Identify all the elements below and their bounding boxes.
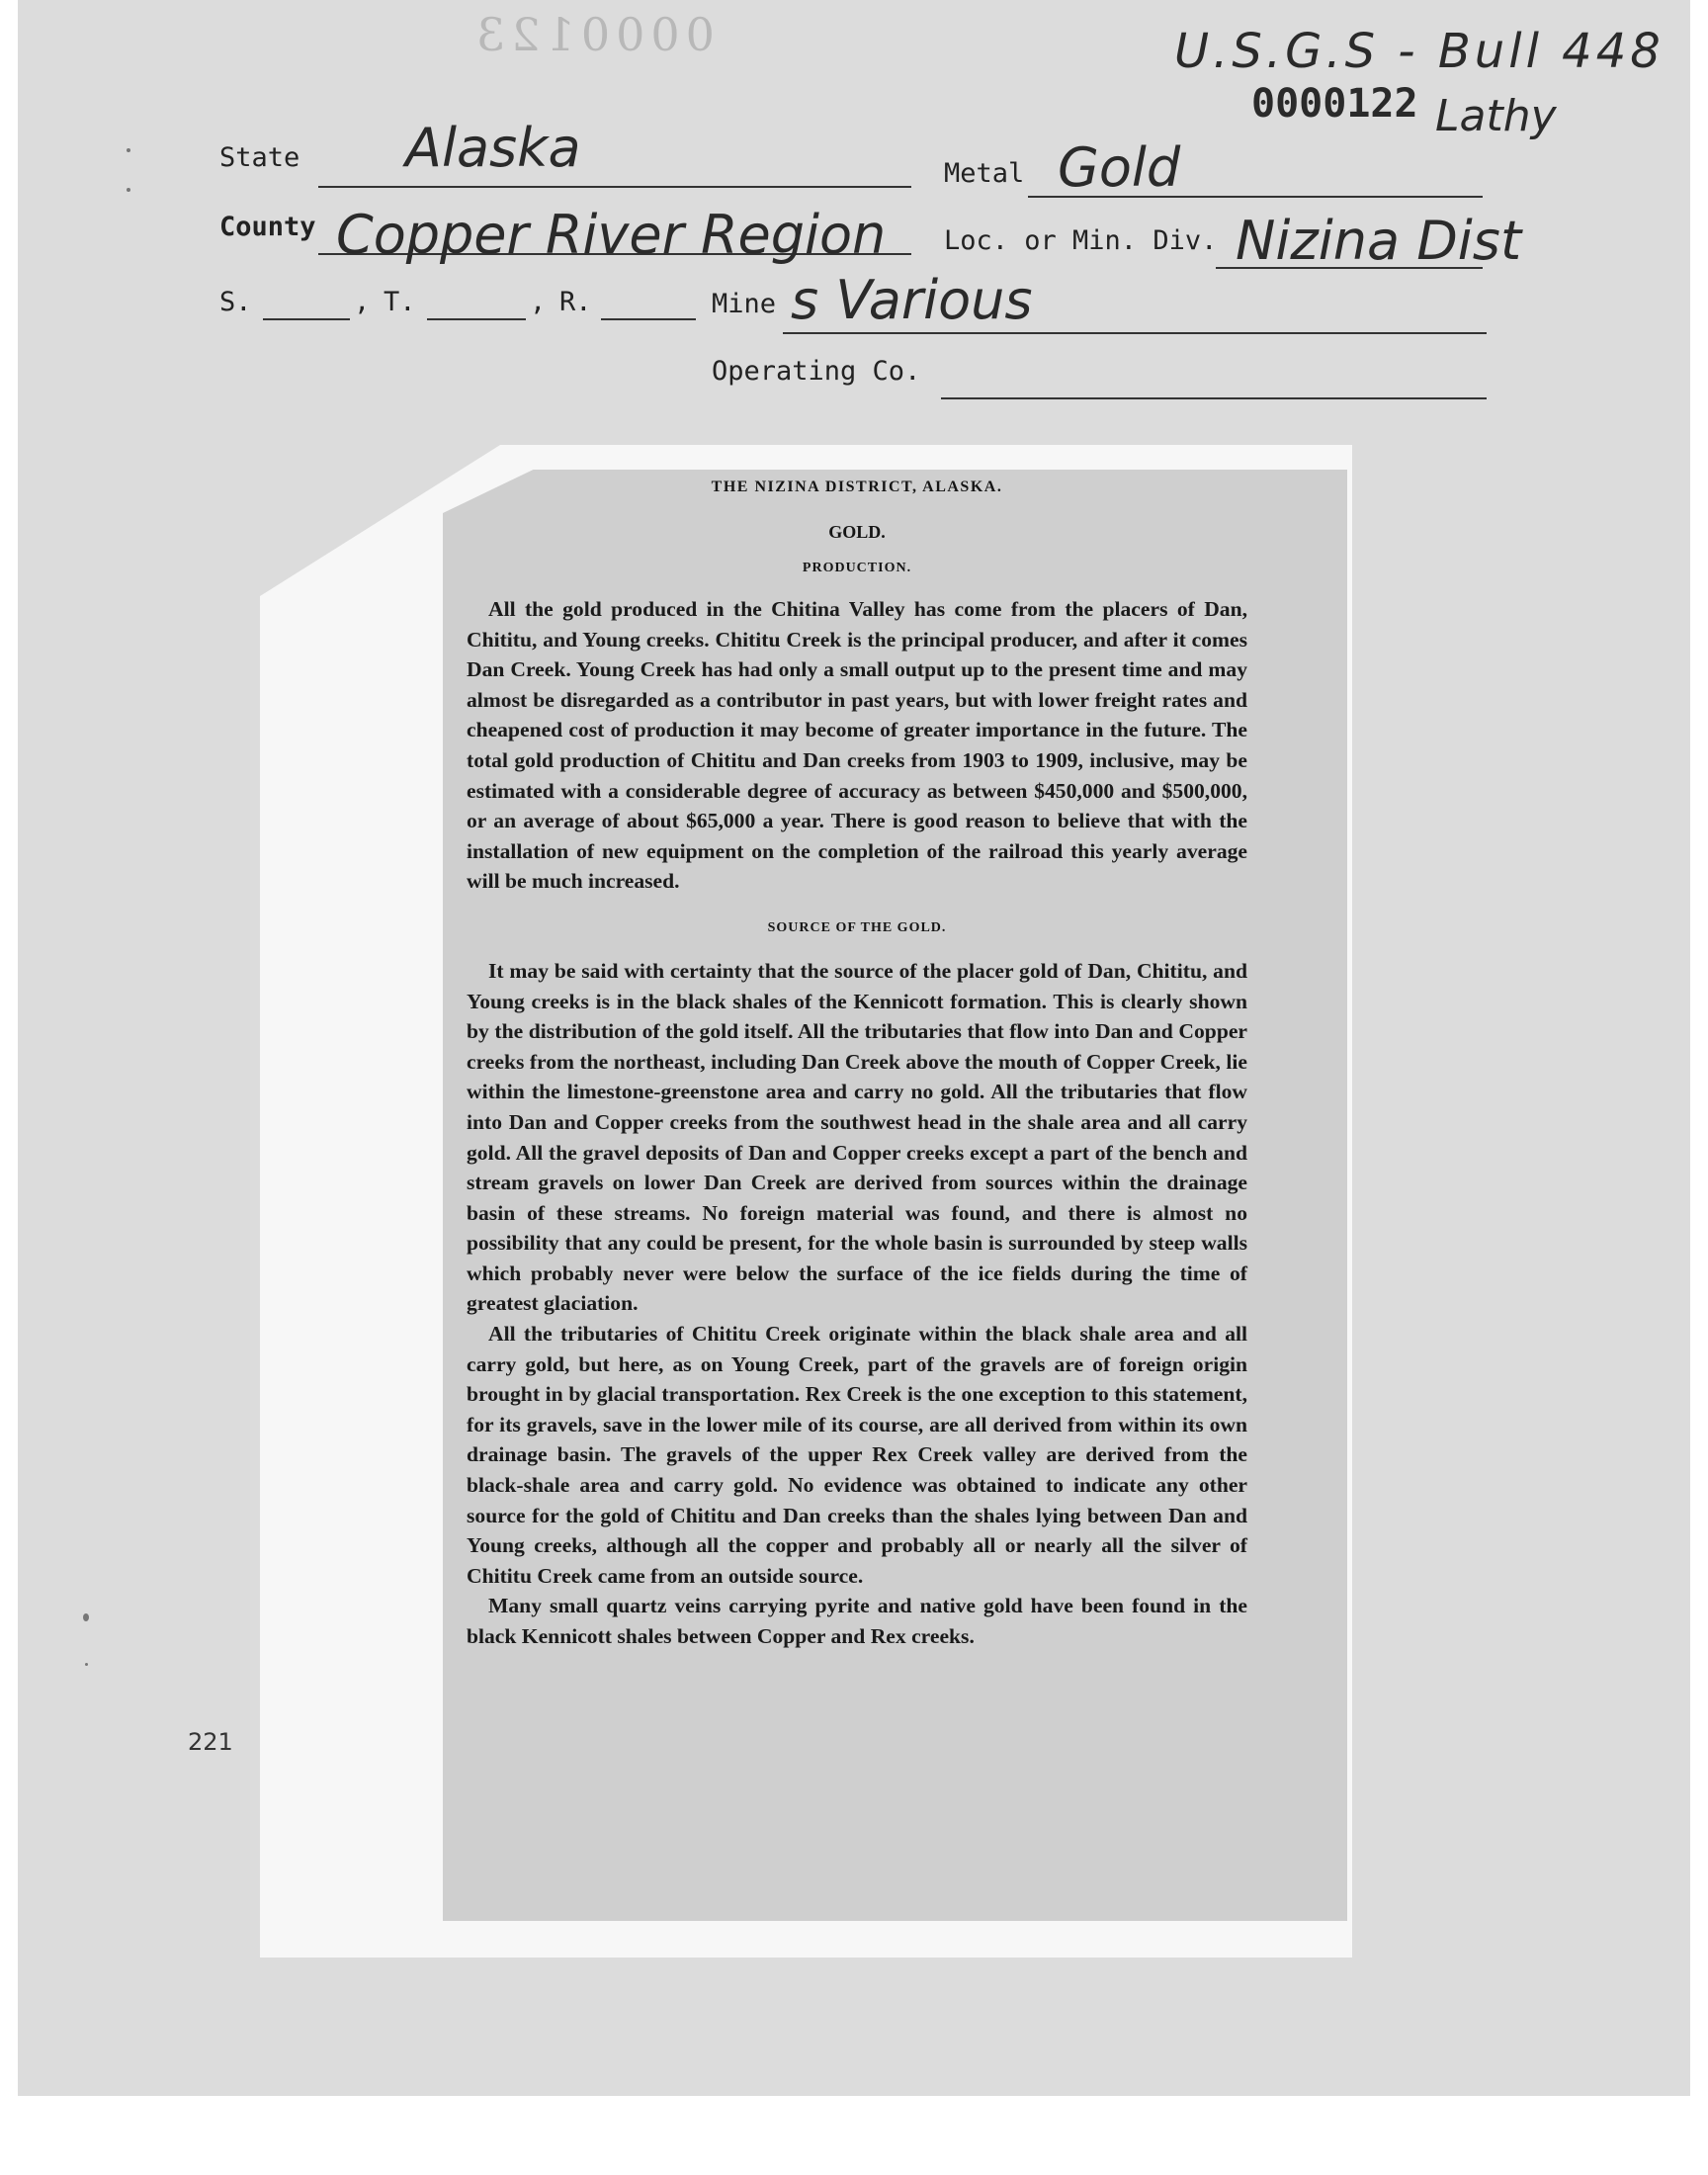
handwritten-reference: U.S.G.S - Bull 448 bbox=[1174, 24, 1665, 79]
article bbox=[467, 473, 1247, 1652]
mine-label: Mine bbox=[712, 289, 777, 319]
production-paragraph: All the gold produced in the Chitina Valley has come from the placers of Dan, Chititu, and Young creeks. Chititu Creek is the principal producer, and after it comes Dan Creek. Young Creek has had only a small output up to the present time and may almost be disregarded as a contributor in past years, but with lower freight rates and cheapened cost of production it may become of greater importance in the future. The total gold production of Chititu and Dan creeks from 1903 to 1909, inclusive, may be estimated with a considerable degree of accuracy as between $450,000 and $500,000, or an average of about $65,000 a year. There is good reason to believe that with the installation of new equipment on the completion of the railroad this yearly average will be much increased. bbox=[467, 597, 1247, 894]
section-label: S. bbox=[219, 287, 252, 317]
range-label: R. bbox=[559, 287, 592, 317]
source-paragraph-1: It may be said with certainty that the source of the placer gold of Dan, Chititu, and Young creeks is in the black shales of the Kennicott formation. This is clearly shown by the distribution of the gold itself. All the tributaries that flow into Dan and Copper creeks from the northeast, including Dan Creek above the mouth of Copper Creek, lie within the limestone-greenstone area and carry no gold. All the tributaries that flow into Dan and Copper creeks from the southwest head in the shale area and all carry gold. All the gravel deposits of Dan and Copper creeks except a part of the bench and stream gravels on lower Dan Creek are derived from sources within the drainage basin of these streams. No foreign material was found, and there is almost no possibility that any could be present, for the whole basin is surrounded by steep walls which probably never were below the surface of the ice fields during the time of greatest glaciation. bbox=[467, 958, 1247, 1316]
state-label: State bbox=[219, 142, 300, 173]
state-value: Alaska bbox=[405, 117, 581, 179]
handwritten-initials: Lathy bbox=[1435, 91, 1557, 141]
county-value: Copper River Region bbox=[336, 204, 887, 266]
range-line bbox=[601, 318, 696, 320]
state-line bbox=[318, 186, 911, 188]
operating-co-label: Operating Co. bbox=[712, 356, 921, 387]
page-number: 221 bbox=[188, 1728, 233, 1756]
county-label: County bbox=[219, 212, 316, 242]
speck bbox=[85, 1663, 88, 1666]
section-production-title: PRODUCTION. bbox=[802, 561, 912, 575]
article-subheading: GOLD. bbox=[828, 522, 886, 542]
township-label: T. bbox=[384, 287, 416, 317]
location-label: Loc. or Min. Div. bbox=[944, 225, 1218, 256]
operating-co-line bbox=[941, 397, 1487, 399]
article-heading: THE NIZINA DISTRICT, ALASKA. bbox=[711, 478, 1003, 495]
mine-line bbox=[783, 332, 1487, 334]
speck bbox=[127, 188, 130, 192]
faint-stamp-number: 0000123 bbox=[470, 8, 715, 61]
source-paragraph-2: All the tributaries of Chititu Creek originate within the black shale area and all carry gold, but here, as on Young Creek, part of the gravels are of foreign origin brought in by glacial transportation. Rex Creek is the one exception to this statement, for its gravels, save in the lower mile of its course, are all derived from within its own drainage basin. The gravels of the upper Rex Creek valley are derived from the black-shale area and carry gold. No evidence was obtained to indicate any other source for the gold of Chititu and Dan creeks than the shales lying between Dan and Young creeks, although all the copper and probably all or nearly all the silver of Chititu Creek came from an outside source. bbox=[467, 1322, 1247, 1588]
section-source-title: SOURCE OF THE GOLD. bbox=[767, 919, 947, 935]
metal-value: Gold bbox=[1058, 136, 1181, 199]
speck bbox=[83, 1613, 89, 1621]
township-line bbox=[427, 318, 526, 320]
source-paragraph-3: Many small quartz veins carrying pyrite and native gold have been found in the black Kennicott shales between Copper and Rex creeks. bbox=[467, 1594, 1247, 1648]
section-line bbox=[263, 318, 350, 320]
mine-value: s Various bbox=[791, 269, 1033, 331]
file-number: 0000122 bbox=[1251, 81, 1418, 127]
metal-label: Metal bbox=[944, 158, 1025, 189]
speck bbox=[127, 148, 130, 152]
location-value: Nizina Dist bbox=[1236, 210, 1522, 272]
